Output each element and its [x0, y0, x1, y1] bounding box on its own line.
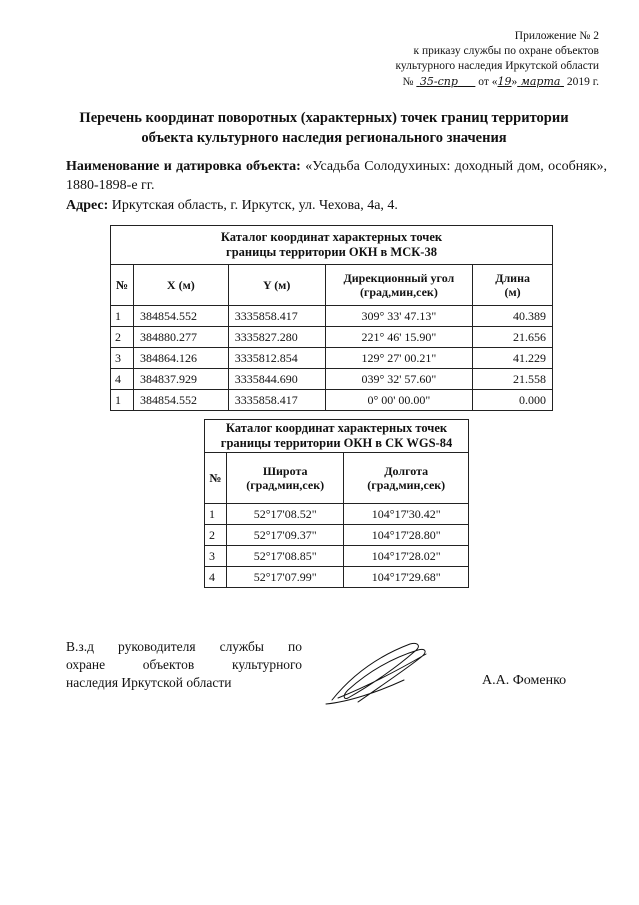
cell-y: 3335858.417	[228, 306, 325, 327]
cell-longitude: 104°17'28.80"	[344, 525, 469, 546]
cell-length: 41.229	[473, 348, 553, 369]
title-line-2: объекта культурного наследия регионального значения	[141, 130, 507, 146]
cell-num: 1	[111, 390, 134, 411]
order-month-handwritten: марта	[520, 75, 561, 88]
signatory-line-2: охране объектов культурного	[66, 657, 302, 672]
cell-angle: 221° 46' 15.90"	[325, 327, 473, 348]
table-row	[111, 369, 553, 390]
cell-length: 0.000	[473, 390, 553, 411]
table-row	[111, 306, 553, 327]
cell-angle: 129° 27' 00.21"	[325, 348, 473, 369]
col-header-angle: Дирекционный угол (град,мин,сек)	[325, 265, 473, 306]
address-paragraph	[66, 196, 607, 215]
cell-length: 21.656	[473, 327, 553, 348]
cell-num: 2	[205, 525, 227, 546]
object-name-label: Наименование и датировка объекта:	[66, 159, 301, 174]
table-row	[111, 390, 553, 411]
table-row	[205, 546, 469, 567]
col-header-length: Длина (м)	[473, 265, 553, 306]
cell-y: 3335827.280	[228, 327, 325, 348]
title-line-1: Перечень координат поворотных (характерных) точек границ территории	[79, 110, 569, 126]
cell-angle: 0° 00' 00.00"	[325, 390, 473, 411]
order-number-handwritten: 35-спр	[419, 75, 458, 88]
cell-latitude: 52°17'08.52"	[226, 504, 344, 525]
msk38-table-header	[111, 265, 553, 306]
col-header-latitude: Широта (град,мин,сек)	[226, 453, 344, 504]
cell-num: 3	[205, 546, 227, 567]
order-year: 2019 г.	[566, 76, 599, 88]
cell-latitude: 52°17'09.37"	[226, 525, 344, 546]
cell-num: 1	[205, 504, 227, 525]
cell-x: 384854.552	[133, 306, 228, 327]
cell-latitude: 52°17'07.99"	[226, 567, 344, 588]
cell-num: 3	[111, 348, 134, 369]
table-row	[111, 327, 553, 348]
address-value: Иркутская область, г. Иркутск, ул. Чехова, 4а, 4.	[111, 198, 398, 213]
appendix-line-2: к приказу службы по охране объектов	[413, 45, 599, 57]
appendix-line-1: Приложение № 2	[514, 30, 599, 42]
cell-angle: 039° 32' 57.60"	[325, 369, 473, 390]
signatory-name: А.А. Фоменко	[482, 673, 567, 688]
col-header-num: №	[205, 453, 227, 504]
cell-y: 3335858.417	[228, 390, 325, 411]
cell-x: 384837.929	[133, 369, 228, 390]
signatory-line-3: наследия Иркутской области	[66, 675, 232, 690]
cell-length: 40.389	[473, 306, 553, 327]
msk38-table-caption: Каталог координат характерных точек границы территории ОКН в МСК-38	[111, 226, 553, 265]
order-number-prefix: №	[402, 76, 414, 88]
appendix-line-3: культурного наследия Иркутской области	[395, 60, 599, 72]
table-row	[111, 348, 553, 369]
order-date-mid: »	[511, 76, 518, 88]
table-row	[205, 525, 469, 546]
cell-longitude: 104°17'30.42"	[344, 504, 469, 525]
cell-num: 1	[111, 306, 134, 327]
cell-x: 384880.277	[133, 327, 228, 348]
table-row	[205, 504, 469, 525]
signatory-line-1: В.з.д руководителя службы по	[66, 639, 302, 654]
cell-num: 2	[111, 327, 134, 348]
msk38-coordinates-table	[110, 225, 553, 411]
cell-length: 21.558	[473, 369, 553, 390]
object-name-value: «Усадьба Солодухиных: доходный дом, особняк», 1880-1898-е гг.	[66, 159, 608, 193]
wgs84-coordinates-table	[204, 419, 469, 588]
col-header-longitude: Долгота (град,мин,сек)	[344, 453, 469, 504]
appendix-header	[396, 29, 600, 90]
cell-num: 4	[205, 567, 227, 588]
col-header-num: №	[111, 265, 134, 306]
address-label: Адрес:	[66, 198, 109, 213]
cell-y: 3335844.690	[228, 369, 325, 390]
col-header-y: Y (м)	[228, 265, 325, 306]
object-name-paragraph	[66, 157, 607, 195]
handwritten-signature-image	[318, 640, 438, 710]
cell-x: 384864.126	[133, 348, 228, 369]
cell-x: 384854.552	[133, 390, 228, 411]
col-header-x: X (м)	[133, 265, 228, 306]
cell-num: 4	[111, 369, 134, 390]
document-title	[40, 108, 608, 148]
cell-longitude: 104°17'29.68"	[344, 567, 469, 588]
cell-y: 3335812.854	[228, 348, 325, 369]
signatory-position	[66, 638, 302, 692]
order-day-handwritten: 19	[497, 75, 512, 88]
wgs84-table-header	[205, 453, 469, 504]
order-date-prefix: от «	[478, 76, 498, 88]
wgs84-table-caption: Каталог координат характерных точек границы территории ОКН в СК WGS-84	[205, 420, 469, 453]
cell-latitude: 52°17'08.85"	[226, 546, 344, 567]
appendix-order-number-line	[396, 74, 600, 90]
cell-angle: 309° 33' 47.13"	[325, 306, 473, 327]
cell-longitude: 104°17'28.02"	[344, 546, 469, 567]
table-row	[205, 567, 469, 588]
